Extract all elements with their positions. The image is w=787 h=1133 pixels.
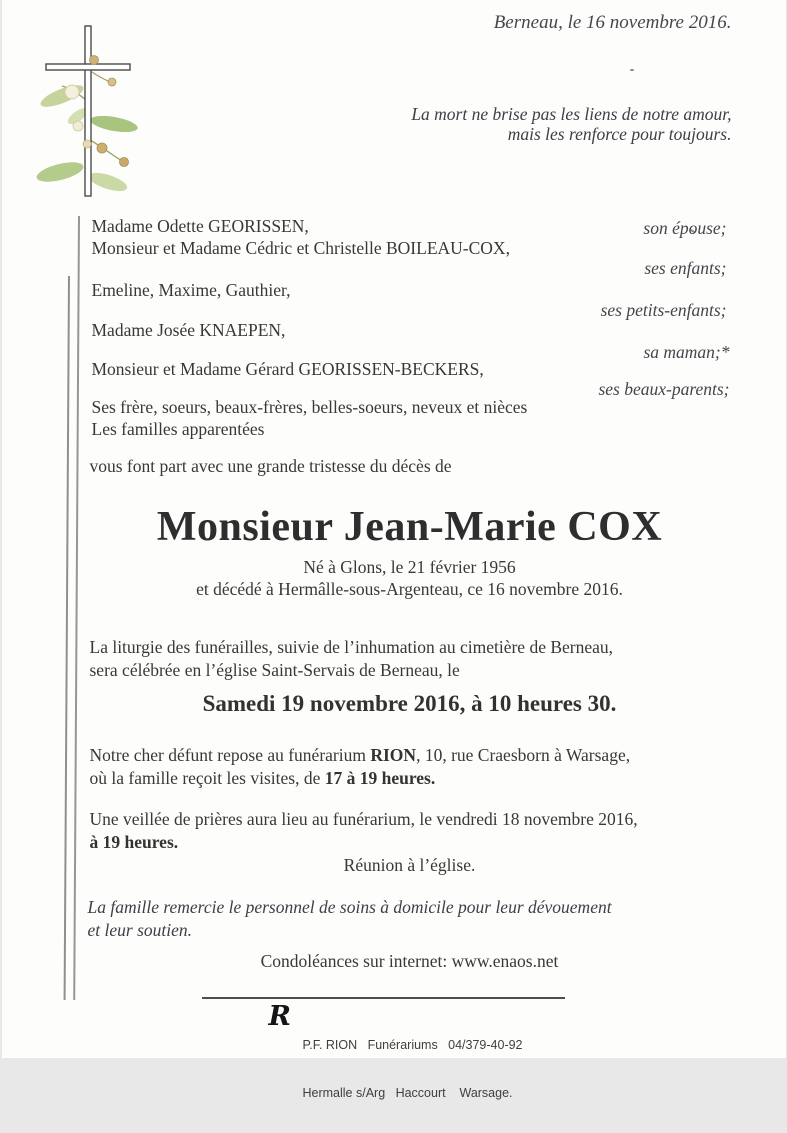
mourner-line-spouse: Madame Odette GEORISSEN, xyxy=(92,216,309,237)
scan-speck xyxy=(630,69,634,71)
intro-sentence: vous font part avec une grande tristesse du décès de xyxy=(90,456,452,477)
relation-spouse: son épouse; xyxy=(643,218,726,239)
thanks-line-2: et leur soutien. xyxy=(88,919,612,942)
epigraph-line-2: mais les renforce pour toujours. xyxy=(411,124,731,144)
mourner-line-mother: Madame Josée KNAEPEN, xyxy=(92,320,286,341)
funerarium-line-2 xyxy=(90,767,631,790)
visiting-hours-bold: 17 à 19 heures. xyxy=(325,768,436,788)
relation-mother: sa maman;* xyxy=(643,342,729,363)
ceremony-line-2: sera célébrée en l’église Saint-Servais de Berneau, le xyxy=(90,659,614,682)
scan-fold-line-left xyxy=(63,276,69,1000)
dateline: Berneau, le 16 novembre 2016. xyxy=(494,12,732,33)
vigil-line-1: Une veillée de prières aura lieu au funérarium, le vendredi 18 novembre 2016, xyxy=(90,808,638,831)
epigraph-line-1: La mort ne brise pas les liens de notre amour, xyxy=(411,104,731,124)
deceased-death: et décédé à Hermâlle-sous-Argenteau, ce 16 novembre 2016. xyxy=(32,578,787,600)
ceremony-line-1: La liturgie des funérailles, suivie de l’inhumation au cimetière de Berneau, xyxy=(90,636,614,659)
vigil-paragraph xyxy=(90,808,638,853)
ceremony-datetime: Samedi 19 novembre 2016, à 10 heures 30. xyxy=(32,691,787,717)
condolences-line: Condoléances sur internet: www.enaos.net xyxy=(32,950,787,972)
footer-contact xyxy=(303,1005,523,1133)
funerarium-name-bold: RION xyxy=(370,745,416,765)
funerarium-paragraph xyxy=(90,744,631,789)
deceased-name: Monsieur Jean-Marie COX xyxy=(32,503,787,551)
funerarium-line-1-pre: Notre cher défunt repose au funérarium xyxy=(90,745,371,765)
cross-flowers-illustration xyxy=(32,20,146,212)
mourner-line-families: Les familles apparentées xyxy=(92,419,265,440)
funeral-home-logo: R xyxy=(269,1002,291,1032)
funerarium-line-2-pre: où la famille reçoit les visites, de xyxy=(90,768,325,788)
thanks-paragraph xyxy=(88,896,612,941)
mourner-line-inlaws: Monsieur et Madame Gérard GEORISSEN-BECKERS, xyxy=(92,359,484,380)
footer-divider xyxy=(202,997,565,999)
meeting-line: Réunion à l’église. xyxy=(32,854,787,876)
relation-grandchildren: ses petits-enfants; xyxy=(601,300,727,321)
funerarium-line-1 xyxy=(90,744,631,767)
vigil-line-2 xyxy=(90,831,638,854)
relation-children: ses enfants; xyxy=(644,258,726,279)
relation-inlaws: ses beaux-parents; xyxy=(598,379,729,400)
thanks-line-1: La famille remercie le personnel de soins à domicile pour leur dévouement xyxy=(88,896,612,919)
ceremony-paragraph xyxy=(90,636,614,681)
mourner-line-grandchildren: Emeline, Maxime, Gauthier, xyxy=(92,280,291,301)
mourner-line-siblings: Ses frère, soeurs, beaux-frères, belles-soeurs, neveux et nièces xyxy=(92,397,528,418)
footer-line-2: Hermalle s/Arg Haccourt Warsage. xyxy=(303,1085,523,1101)
epigraph xyxy=(411,104,731,144)
scan-fold-line-right xyxy=(73,216,80,1000)
funerarium-line-1-post: , 10, rue Craesborn à Warsage, xyxy=(416,745,630,765)
funeral-announcement-page xyxy=(2,0,786,1058)
footer-line-1: P.F. RION Funérariums 04/379-40-92 xyxy=(303,1037,523,1053)
vigil-hour-bold: à 19 heures. xyxy=(90,832,179,852)
mourner-line-children: Monsieur et Madame Cédric et Christelle BOILEAU-COX, xyxy=(92,238,510,259)
deceased-birth: Né à Glons, le 21 février 1956 xyxy=(32,556,787,578)
